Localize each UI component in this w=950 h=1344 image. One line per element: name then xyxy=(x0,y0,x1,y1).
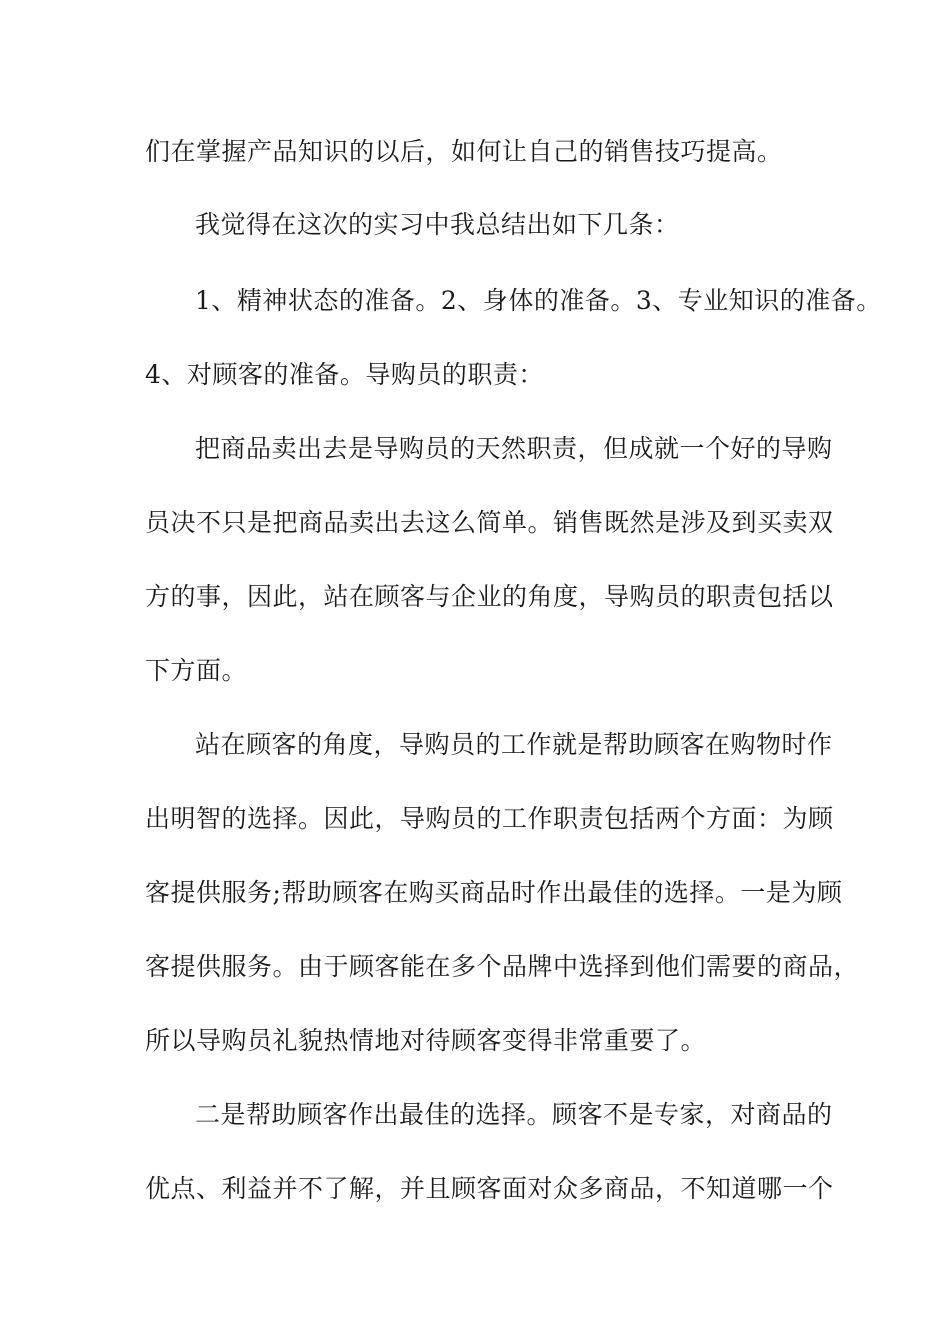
text-line: 客提供服务;帮助顾客在购买商品时作出最佳的选择。一是为顾 xyxy=(145,878,843,907)
text-line: 下方面。 xyxy=(145,656,248,685)
text-line: 出明智的选择。因此，导购员的工作职责包括两个方面：为顾 xyxy=(145,804,834,833)
text-line: 站在顾客的角度，导购员的工作就是帮助顾客在购物时作 xyxy=(195,730,833,759)
text-line: 们在掌握产品知识的以后，如何让自己的销售技巧提高。 xyxy=(145,137,783,166)
text-line: 把商品卖出去是导购员的天然职责，但成就一个好的导购 xyxy=(195,434,833,463)
text-line: 所以导购员礼貌热情地对待顾客变得非常重要了。 xyxy=(145,1026,707,1055)
text-line: 4、对顾客的准备。导购员的职责： xyxy=(145,360,544,389)
text-line: 方的事，因此，站在顾客与企业的角度，导购员的职责包括以 xyxy=(145,582,834,611)
text-line: 优点、利益并不了解，并且顾客面对众多商品，不知道哪一个 xyxy=(145,1174,834,1203)
text-line: 二是帮助顾客作出最佳的选择。顾客不是专家，对商品的 xyxy=(195,1100,833,1129)
text-line: 员决不只是把商品卖出去这么简单。销售既然是涉及到买卖双 xyxy=(145,508,834,537)
text-line: 我觉得在这次的实习中我总结出如下几条： xyxy=(195,210,680,239)
text-line: 客提供服务。由于顾客能在多个品牌中选择到他们需要的商品， xyxy=(145,952,860,981)
text-line: 1、精神状态的准备。2、身体的准备。3、专业知识的准备。 xyxy=(195,286,882,315)
